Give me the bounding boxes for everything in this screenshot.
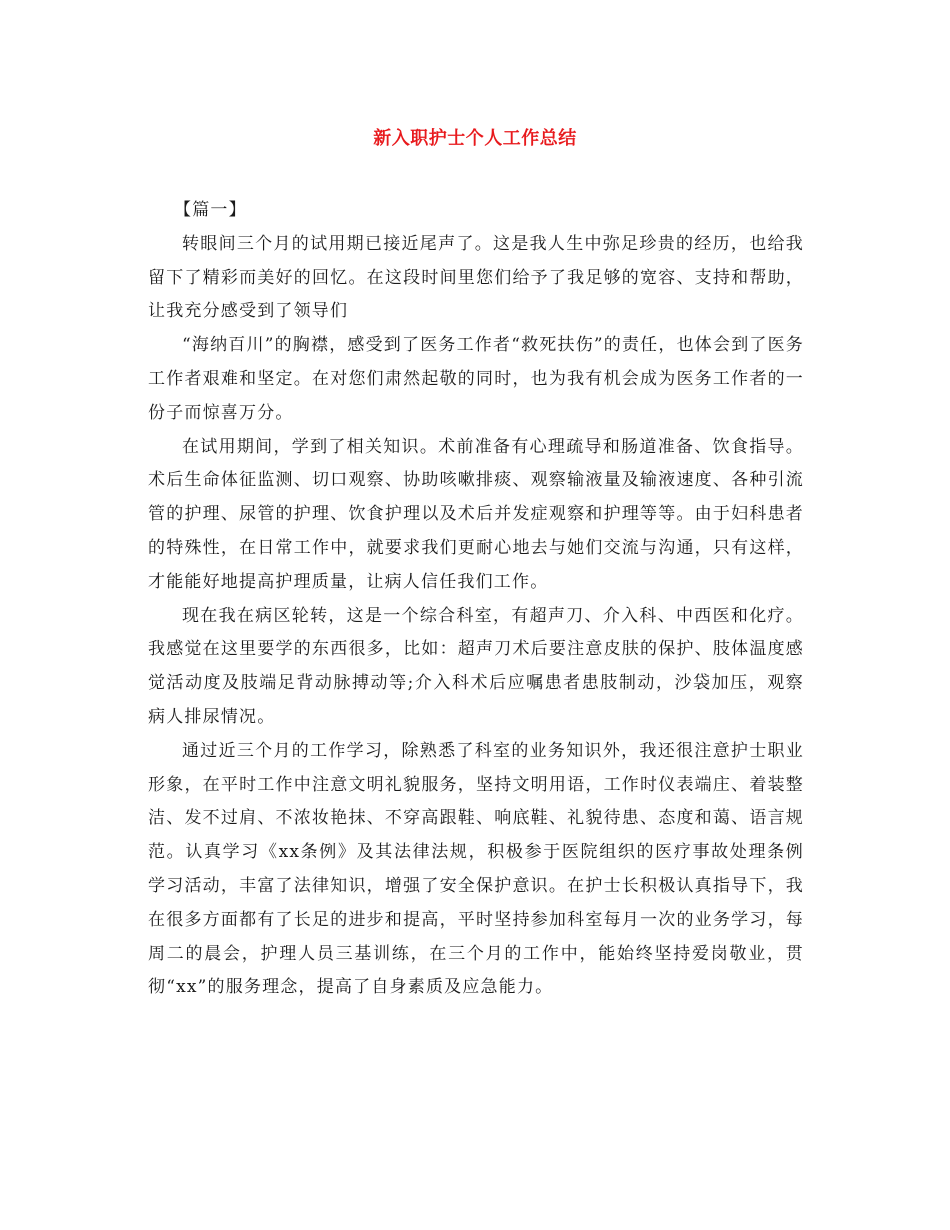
paragraph-3: 在试用期间，学到了相关知识。术前准备有心理疏导和肠道准备、饮食指导。术后生命体征监测、切口观察、协助咳嗽排痰、观察输液量及输液速度、各种引流管的护理、尿管的护理、饮食护理以及术后并发症观察和护理等等。由于妇科患者的特殊性，在日常工作中，就要求我们更耐心地去与她们交流与沟通，只有这样，才能能好地提高护理质量，让病人信任我们工作。: [148, 436, 804, 592]
paragraph-5: 通过近三个月的工作学习，除熟悉了科室的业务知识外，我还很注意护士职业形象，在平时工作中注意文明礼貌服务，坚持文明用语，工作时仪表端庄、着装整洁、发不过肩、不浓妆艳抹、不穿高跟鞋、响底鞋、礼貌待患、态度和蔼、语言规范。认真学习《xx条例》及其法律法规，积极参于医院组织的医疗事故处理条例学习活动，丰富了法律知识，增强了安全保护意识。在护士长积极认真指导下，我在很多方面都有了长足的进步和提高，平时坚持参加科室每月一次的业务学习，每周二的晨会，护理人员三基训练，在三个月的工作中，能始终坚持爱岗敬业，贯彻“xx”的服务理念，提高了自身素质及应急能力。: [148, 740, 804, 998]
paragraph-4: 现在我在病区轮转，这是一个综合科室，有超声刀、介入科、中西医和化疗。我感觉在这里要学的东西很多，比如：超声刀术后要注意皮肤的保护、肢体温度感觉活动度及肢端足背动脉搏动等;介入科术后应嘱患者患肢制动，沙袋加压，观察病人排尿情况。: [148, 605, 804, 727]
section-heading: 【篇一】: [174, 200, 247, 220]
document-body: [148, 194, 804, 1005]
paragraph-2: “海纳百川”的胸襟，感受到了医务工作者“救死扶伤”的责任，也体会到了医务工作者艰难和坚定。在对您们肃然起敬的同时，也为我有机会成为医务工作者的一份子而惊喜万分。: [148, 335, 804, 423]
document-title: 新入职护士个人工作总结: [373, 128, 577, 149]
paragraph-1: 转眼间三个月的试用期已接近尾声了。这是我人生中弥足珍贵的经历，也给我留下了精彩而美好的回忆。在这段时间里您们给予了我足够的宽容、支持和帮助，让我充分感受到了领导们: [148, 233, 804, 322]
